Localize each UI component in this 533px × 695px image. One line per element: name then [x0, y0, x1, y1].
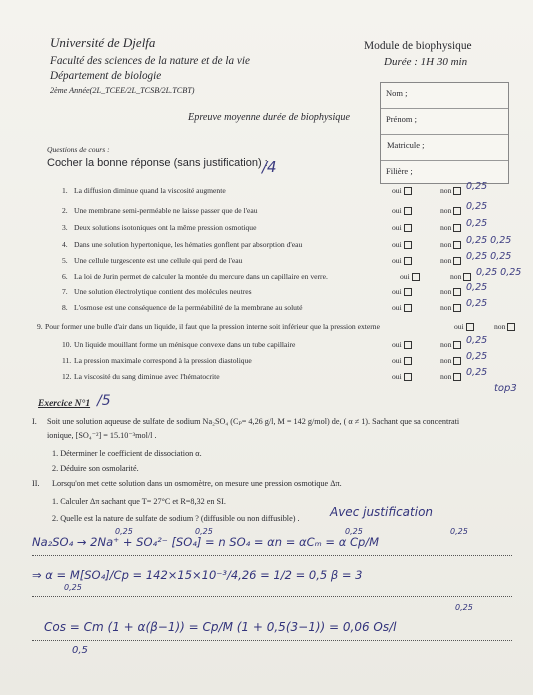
handwritten-justification: Avec justification	[330, 505, 434, 519]
non-checkbox[interactable]	[453, 341, 461, 349]
section-instruction: Cocher la bonne réponse (sans justification) :	[47, 157, 268, 169]
hw-mark: 0,5	[72, 645, 88, 656]
hw-mark: 0,25	[115, 527, 133, 536]
tops-mark: top3	[494, 383, 517, 394]
oui-label: oui	[392, 256, 402, 265]
year-line: 2ème Année(2L_TCEE/2L_TCSB/2L.TCBT)	[50, 86, 195, 95]
oui-checkbox[interactable]	[404, 304, 412, 312]
non-option[interactable]	[440, 356, 461, 365]
hw-mark: 0,25	[345, 527, 363, 536]
handwritten-mark: 0,25	[466, 282, 488, 293]
oui-option[interactable]	[392, 240, 412, 249]
question-text: La pression maximale correspond à la pression diastolique	[74, 356, 252, 365]
part1-number: I.	[32, 417, 37, 426]
non-label: non	[450, 272, 462, 281]
module-name: Module de biophysique	[364, 40, 472, 52]
non-option[interactable]	[440, 340, 461, 349]
oui-checkbox[interactable]	[404, 357, 412, 365]
question-1: 1. Déterminer le coefficient de dissociation α.	[52, 449, 202, 458]
section-label: Questions de cours :	[47, 145, 110, 154]
non-option[interactable]	[440, 256, 461, 265]
oui-option[interactable]	[392, 186, 412, 195]
oui-option[interactable]	[400, 272, 420, 281]
handwritten-mark: 0,25	[466, 181, 488, 192]
non-checkbox[interactable]	[453, 241, 461, 249]
non-option[interactable]	[440, 240, 461, 249]
oui-label: oui	[392, 340, 402, 349]
non-option[interactable]	[440, 303, 461, 312]
duration: Durée : 1H 30 min	[384, 56, 468, 68]
non-label: non	[440, 372, 452, 381]
oui-checkbox[interactable]	[404, 257, 412, 265]
handwritten-mark: 0,25	[466, 335, 488, 346]
department-name: Département de biologie	[50, 70, 162, 82]
question-text: La viscosité du sang diminue avec l'hématocrite	[74, 372, 220, 381]
oui-option[interactable]	[392, 287, 412, 296]
question-text: Une cellule turgescente est une cellule qui perd de l'eau	[74, 256, 243, 265]
hw-mark: 0,25	[64, 583, 82, 592]
question-text: Pour former une bulle d'air dans un liquide, il faut que la pression interne soit inférieur que la pression externe	[45, 322, 380, 331]
question-number: 11.	[62, 356, 72, 365]
question-3: 1. Calculer Δπ sachant que T= 27°C et R=8,32 en SI.	[52, 497, 226, 506]
question-number: 5.	[62, 256, 68, 265]
oui-option[interactable]	[392, 303, 412, 312]
student-prenom-field[interactable]: Prénom ;	[381, 109, 508, 135]
question-number: 1.	[62, 186, 68, 195]
part1-intro-a: Soit une solution aqueuse de sulfate de sodium Na₂SO₄ (Cₚ= 4,26 g/l, M = 142 g/mol) de, ( α ≠ 1). Sachant que sa concentrati	[47, 417, 460, 426]
non-label: non	[440, 240, 452, 249]
oui-checkbox[interactable]	[404, 241, 412, 249]
handwritten-mark: 0,25 0,25	[466, 251, 512, 262]
hw-mark: 0,25	[195, 527, 213, 536]
question-text: Dans une solution hypertonique, les hématies gonflent par absorption d'eau	[74, 240, 303, 249]
non-option[interactable]	[440, 372, 461, 381]
handwritten-line-2: ⇒ α = M[SO₄]/Cp = 142×15×10⁻³/4,26 = 1/2 = 0,5 β = 3	[32, 568, 363, 582]
oui-label: oui	[392, 372, 402, 381]
non-option[interactable]	[494, 322, 515, 331]
non-label: non	[440, 340, 452, 349]
oui-label: oui	[392, 240, 402, 249]
oui-option[interactable]	[454, 322, 474, 331]
question-number: 3.	[62, 223, 68, 232]
section-score-mark: /4	[262, 158, 277, 176]
handwritten-mark: 0,25	[466, 367, 488, 378]
student-nom-field[interactable]: Nom ;	[381, 83, 508, 109]
question-text: Une membrane semi-perméable ne laisse passer que de l'eau	[74, 206, 258, 215]
handwritten-mark: 0,25	[466, 298, 488, 309]
non-checkbox[interactable]	[453, 187, 461, 195]
hw-mark: 0,25	[450, 527, 468, 536]
non-label: non	[440, 186, 452, 195]
oui-label: oui	[392, 303, 402, 312]
student-info-box	[380, 82, 509, 184]
oui-checkbox[interactable]	[404, 187, 412, 195]
non-label: non	[440, 223, 452, 232]
oui-option[interactable]	[392, 340, 412, 349]
oui-label: oui	[392, 287, 402, 296]
handwritten-mark: 0,25	[466, 201, 488, 212]
exercise-title: Exercice N°1	[38, 399, 91, 409]
oui-label: oui	[392, 206, 402, 215]
question-2: 2. Déduire son osmolarité.	[52, 464, 139, 473]
university-name: Université de Djelfa	[50, 35, 156, 50]
non-checkbox[interactable]	[453, 224, 461, 232]
question-number: 6.	[62, 272, 68, 281]
question-number: 2.	[62, 206, 68, 215]
oui-label: oui	[392, 223, 402, 232]
hw-mark: 0,25	[455, 603, 473, 612]
student-matricule-field[interactable]	[381, 135, 508, 161]
oui-checkbox[interactable]	[404, 341, 412, 349]
question-number: 9.	[37, 322, 43, 331]
exam-title: Epreuve moyenne durée de biophysique	[188, 112, 350, 123]
oui-label: oui	[400, 272, 410, 281]
oui-option[interactable]	[392, 223, 412, 232]
question-number: 10.	[62, 340, 72, 349]
non-label: non	[494, 322, 506, 331]
oui-checkbox[interactable]	[404, 288, 412, 296]
non-label: non	[440, 356, 452, 365]
non-checkbox[interactable]	[453, 288, 461, 296]
non-option[interactable]	[440, 223, 461, 232]
matricule-label: Matricule ;	[387, 140, 425, 150]
student-filiere-field[interactable]: Filière ;	[386, 166, 413, 176]
handwritten-mark: 0,25 0,25	[476, 267, 522, 278]
handwritten-line-3: Cos = Cm (1 + α(β−1)) = Cp/M (1 + 0,5(3−1)) = 0,06 Os/l	[44, 620, 397, 634]
handwritten-line-1: Na₂SO₄ → 2Na⁺ + SO₄²⁻ [SO₄] = n SO₄ = αn = αCₘ = α Cp/M	[32, 535, 380, 549]
oui-checkbox[interactable]	[412, 273, 420, 281]
answer-line-2	[32, 596, 512, 597]
non-label: non	[440, 206, 452, 215]
oui-checkbox[interactable]	[466, 323, 474, 331]
question-text: La loi de Jurin permet de calculer la montée du mercure dans un capillaire en verre.	[74, 272, 328, 281]
non-checkbox[interactable]	[453, 357, 461, 365]
non-option[interactable]	[440, 186, 461, 195]
oui-option[interactable]	[392, 356, 412, 365]
non-option[interactable]	[440, 206, 461, 215]
question-4: 2. Quelle est la nature de sulfate de sodium ? (diffusible ou non diffusible) .	[52, 514, 300, 523]
question-number: 4.	[62, 240, 68, 249]
oui-label: oui	[392, 186, 402, 195]
faculty-name: Faculté des sciences de la nature et de la vie	[50, 55, 250, 67]
non-checkbox[interactable]	[453, 373, 461, 381]
part2-intro: Lorsqu'on met cette solution dans un osmomètre, on mesure une pression osmotique Δπ.	[52, 479, 342, 488]
question-text: Deux solutions isotoniques ont la même pression osmotique	[74, 223, 257, 232]
part2-number: II.	[32, 479, 40, 488]
oui-checkbox[interactable]	[404, 207, 412, 215]
part1-intro-b: ionique, [SO₄⁻²] = 15.10⁻³mol/l .	[47, 431, 157, 440]
question-number: 7.	[62, 287, 68, 296]
question-text: Un liquide mouillant forme un ménisque convexe dans un tube capillaire	[74, 340, 296, 349]
non-checkbox[interactable]	[453, 257, 461, 265]
oui-option[interactable]	[392, 206, 412, 215]
exercise-score: /5	[97, 393, 111, 409]
handwritten-mark: 0,25 0,25	[466, 235, 512, 246]
non-checkbox[interactable]	[507, 323, 515, 331]
non-checkbox[interactable]	[453, 304, 461, 312]
question-number: 12.	[62, 372, 72, 381]
oui-label: oui	[454, 322, 464, 331]
question-number: 8.	[62, 303, 68, 312]
oui-option[interactable]	[392, 372, 412, 381]
question-text: La diffusion diminue quand la viscosité augmente	[74, 186, 226, 195]
oui-label: oui	[392, 356, 402, 365]
oui-checkbox[interactable]	[404, 373, 412, 381]
non-option[interactable]	[440, 287, 461, 296]
handwritten-mark: 0,25	[466, 351, 488, 362]
handwritten-mark: 0,25	[466, 218, 488, 229]
question-text: L'osmose est une conséquence de la perméabilité de la membrane au soluté	[74, 303, 303, 312]
non-option[interactable]	[450, 272, 471, 281]
non-label: non	[440, 256, 452, 265]
non-label: non	[440, 287, 452, 296]
non-checkbox[interactable]	[453, 207, 461, 215]
answer-line-3	[32, 640, 512, 641]
oui-option[interactable]	[392, 256, 412, 265]
question-text: Une solution électrolytique contient des molécules neutres	[74, 287, 252, 296]
non-checkbox[interactable]	[463, 273, 471, 281]
oui-checkbox[interactable]	[404, 224, 412, 232]
answer-line-1	[32, 555, 512, 556]
non-label: non	[440, 303, 452, 312]
